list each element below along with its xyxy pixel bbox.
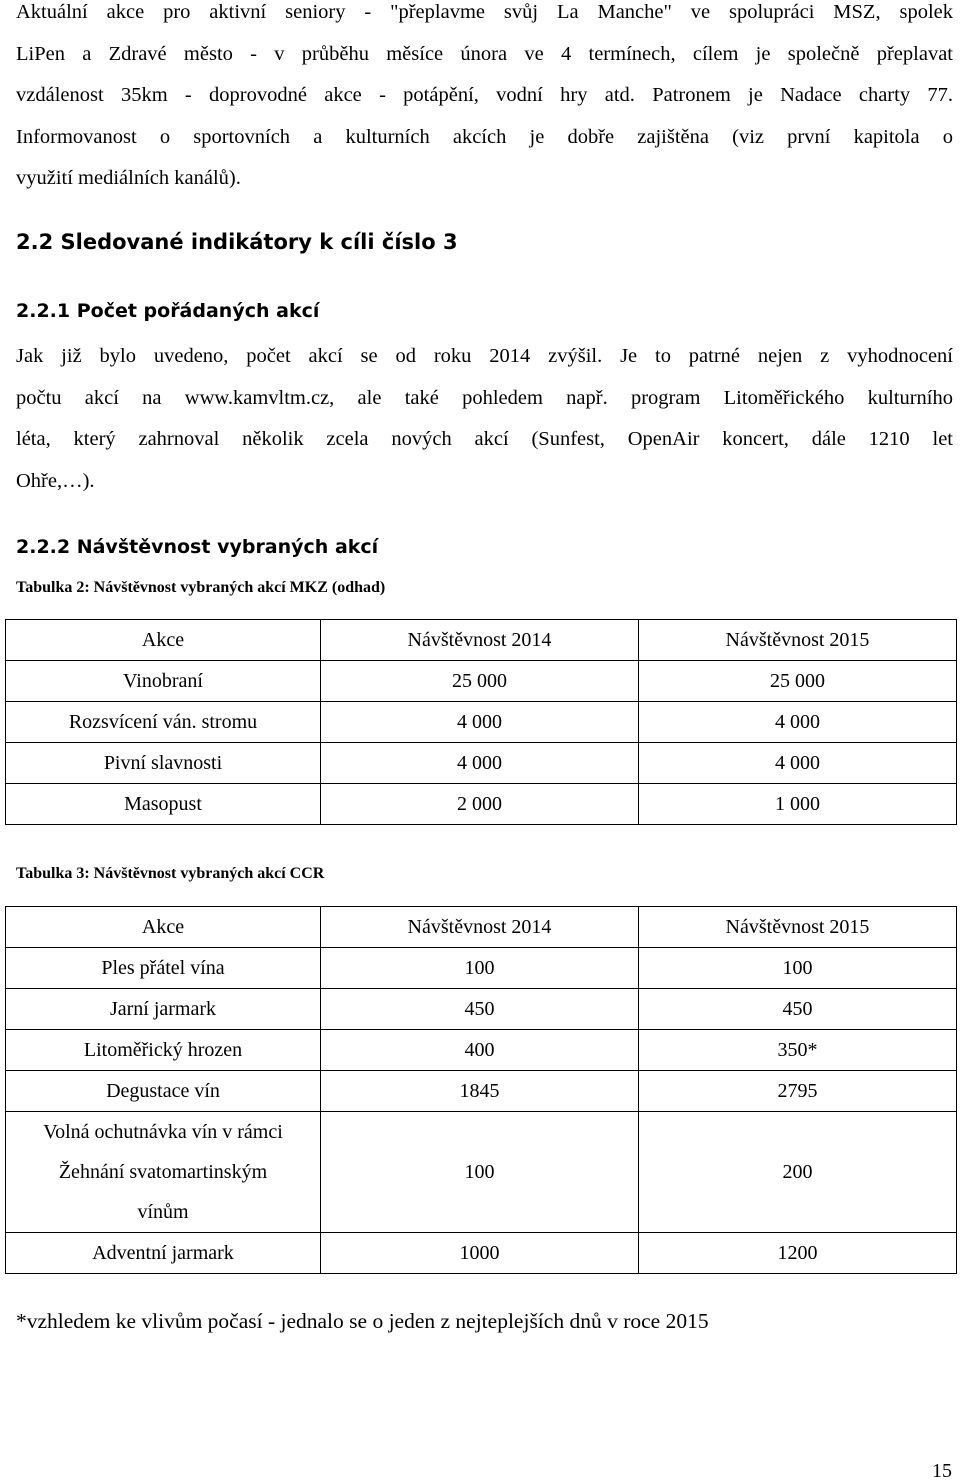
table-cell: 450 bbox=[639, 989, 957, 1030]
footnote: *vzhledem ke vlivům počasí - jednalo se o jeden z nejteplejších dnů v roce 2015 bbox=[16, 1309, 709, 1333]
paragraph-line: počtu akcí na www.kamvltm.cz, ale také pohledem např. program Litoměřického kulturního bbox=[16, 386, 953, 409]
table-cell-multiline bbox=[6, 1112, 321, 1233]
table-cell: Pivní slavnosti bbox=[6, 743, 321, 784]
table-cell: 25 000 bbox=[639, 661, 957, 702]
table-row bbox=[6, 661, 957, 702]
table3 bbox=[5, 906, 957, 1274]
table-cell: 100 bbox=[321, 1112, 639, 1233]
paragraph-line: léta, který zahrnoval několik zcela nových akcí (Sunfest, OpenAir koncert, dále 1210 let bbox=[16, 428, 953, 450]
table-cell: 450 bbox=[321, 989, 639, 1030]
paragraph-line: Jak již bylo uvedeno, počet akcí se od roku 2014 zvýšil. Je to patrné nejen z vyhodnocení bbox=[16, 345, 953, 367]
table-cell: Ples přátel vína bbox=[6, 948, 321, 989]
section-heading: 2.2 Sledované indikátory k cíli číslo 3 bbox=[16, 230, 458, 254]
table-cell: 100 bbox=[639, 948, 957, 989]
table-header-row bbox=[6, 907, 957, 948]
table-cell: 350* bbox=[639, 1030, 957, 1071]
intro-line: využití mediálních kanálů). bbox=[16, 167, 241, 189]
table-cell: 25 000 bbox=[321, 661, 639, 702]
column-header: Akce bbox=[6, 620, 321, 661]
table-cell: Degustace vín bbox=[6, 1071, 321, 1112]
table-cell: 1200 bbox=[639, 1233, 957, 1274]
column-header: Návštěvnost 2014 bbox=[321, 907, 639, 948]
table-row bbox=[6, 1112, 957, 1233]
table-cell: 4 000 bbox=[321, 702, 639, 743]
table-cell: 1845 bbox=[321, 1071, 639, 1112]
table-row bbox=[6, 702, 957, 743]
column-header: Návštěvnost 2015 bbox=[639, 620, 957, 661]
table-cell: Masopust bbox=[6, 784, 321, 825]
table2 bbox=[5, 619, 957, 825]
intro-line: Informovanost o sportovních a kulturních akcích je dobře zajištěna (viz první kapitola o bbox=[16, 125, 953, 148]
table-cell: Vinobraní bbox=[6, 661, 321, 702]
table-cell: Rozsvícení ván. stromu bbox=[6, 702, 321, 743]
events-count-paragraph bbox=[16, 336, 953, 502]
table-row bbox=[6, 948, 957, 989]
page-number: 15 bbox=[932, 1460, 952, 1482]
table-cell: 200 bbox=[639, 1112, 957, 1233]
cell-line: Žehnání svatomartinským bbox=[58, 1161, 268, 1183]
table-cell: Adventní jarmark bbox=[6, 1233, 321, 1274]
table-row bbox=[6, 784, 957, 825]
paragraph-line: Ohře,…). bbox=[16, 469, 95, 492]
table-cell: 2 000 bbox=[321, 784, 639, 825]
table-cell: 2795 bbox=[639, 1071, 957, 1112]
table-row bbox=[6, 1071, 957, 1112]
column-header: Návštěvnost 2014 bbox=[321, 620, 639, 661]
table-cell: 400 bbox=[321, 1030, 639, 1071]
table-cell: 1 000 bbox=[639, 784, 957, 825]
table-row bbox=[6, 743, 957, 784]
cell-line: Volná ochutnávka vín v rámci bbox=[43, 1121, 283, 1143]
column-header: Návštěvnost 2015 bbox=[639, 907, 957, 948]
table-cell: Litoměřický hrozen bbox=[6, 1030, 321, 1071]
intro-paragraph bbox=[16, 0, 953, 200]
table-cell: Jarní jarmark bbox=[6, 989, 321, 1030]
table-header-row bbox=[6, 620, 957, 661]
cell-line: vínům bbox=[137, 1201, 189, 1223]
table-cell: 1000 bbox=[321, 1233, 639, 1274]
table-row bbox=[6, 1233, 957, 1274]
table-cell: 4 000 bbox=[639, 743, 957, 784]
table-cell: 4 000 bbox=[321, 743, 639, 784]
intro-line: Aktuální akce pro aktivní seniory - "přeplavme svůj La Manche" ve spolupráci MSZ, spolek bbox=[16, 1, 953, 23]
table-cell: 100 bbox=[321, 948, 639, 989]
table-row bbox=[6, 1030, 957, 1071]
table3-caption: Tabulka 3: Návštěvnost vybraných akcí CCR bbox=[16, 865, 325, 882]
table-row bbox=[6, 989, 957, 1030]
intro-line: vzdálenost 35km - doprovodné akce - potápění, vodní hry atd. Patronem je Nadace charty 77. bbox=[16, 84, 953, 106]
subsection-heading-attendance: 2.2.2 Návštěvnost vybraných akcí bbox=[16, 536, 379, 558]
subsection-heading-events-count: 2.2.1 Počet pořádaných akcí bbox=[16, 300, 320, 322]
intro-line: LiPen a Zdravé město - v průběhu měsíce února ve 4 termínech, cílem je společně přeplavat bbox=[16, 42, 953, 65]
table-cell: 4 000 bbox=[639, 702, 957, 743]
table2-caption: Tabulka 2: Návštěvnost vybraných akcí MKZ (odhad) bbox=[16, 579, 386, 596]
column-header: Akce bbox=[6, 907, 321, 948]
